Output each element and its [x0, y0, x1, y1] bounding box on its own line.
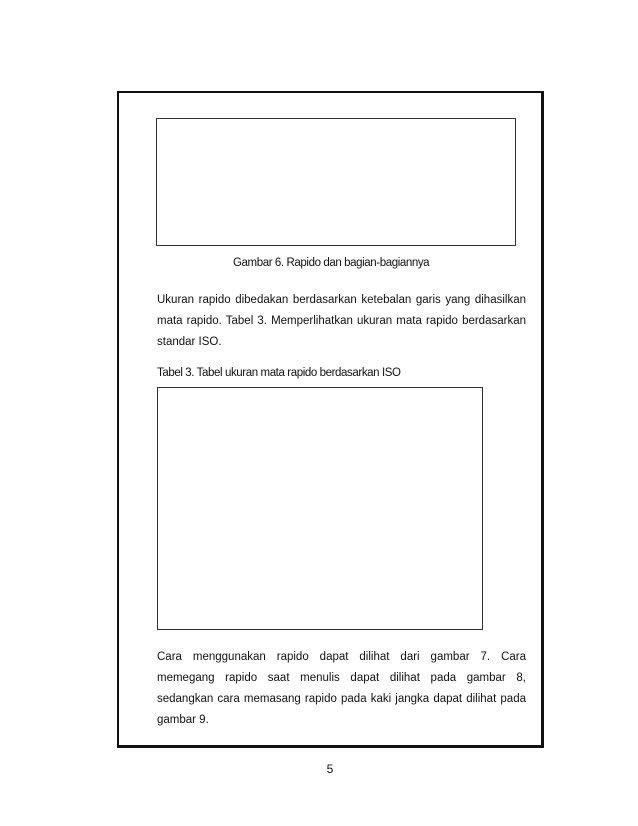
paragraph-line: memegang rapido saat menulis dapat dilihat pada gambar 8,: [157, 672, 526, 684]
paragraph-rapido-usage: [157, 647, 526, 731]
paragraph-line: standar ISO.: [157, 336, 222, 348]
figure-6-image-placeholder: [156, 118, 516, 246]
figure-6-caption: Gambar 6. Rapido dan bagian-bagiannya: [233, 257, 430, 269]
paragraph-line: Cara menggunakan rapido dapat dilihat dari gambar 7. Cara: [157, 651, 526, 663]
paragraph-line: mata rapido. Tabel 3. Memperlihatkan ukuran mata rapido berdasarkan: [157, 315, 526, 327]
paragraph-line: Ukuran rapido dibedakan berdasarkan ketebalan garis yang dihasilkan: [157, 294, 526, 306]
table-3-caption: Tabel 3. Tabel ukuran mata rapido berdasarkan ISO: [157, 367, 401, 379]
paragraph-line: gambar 9.: [157, 714, 209, 726]
paragraph-line: sedangkan cara memasang rapido pada kaki jangka dapat dilihat pada: [157, 693, 526, 705]
page-number: 5: [326, 762, 334, 776]
table-3-image-placeholder: [157, 387, 483, 630]
paragraph-rapido-sizes: [157, 290, 526, 353]
